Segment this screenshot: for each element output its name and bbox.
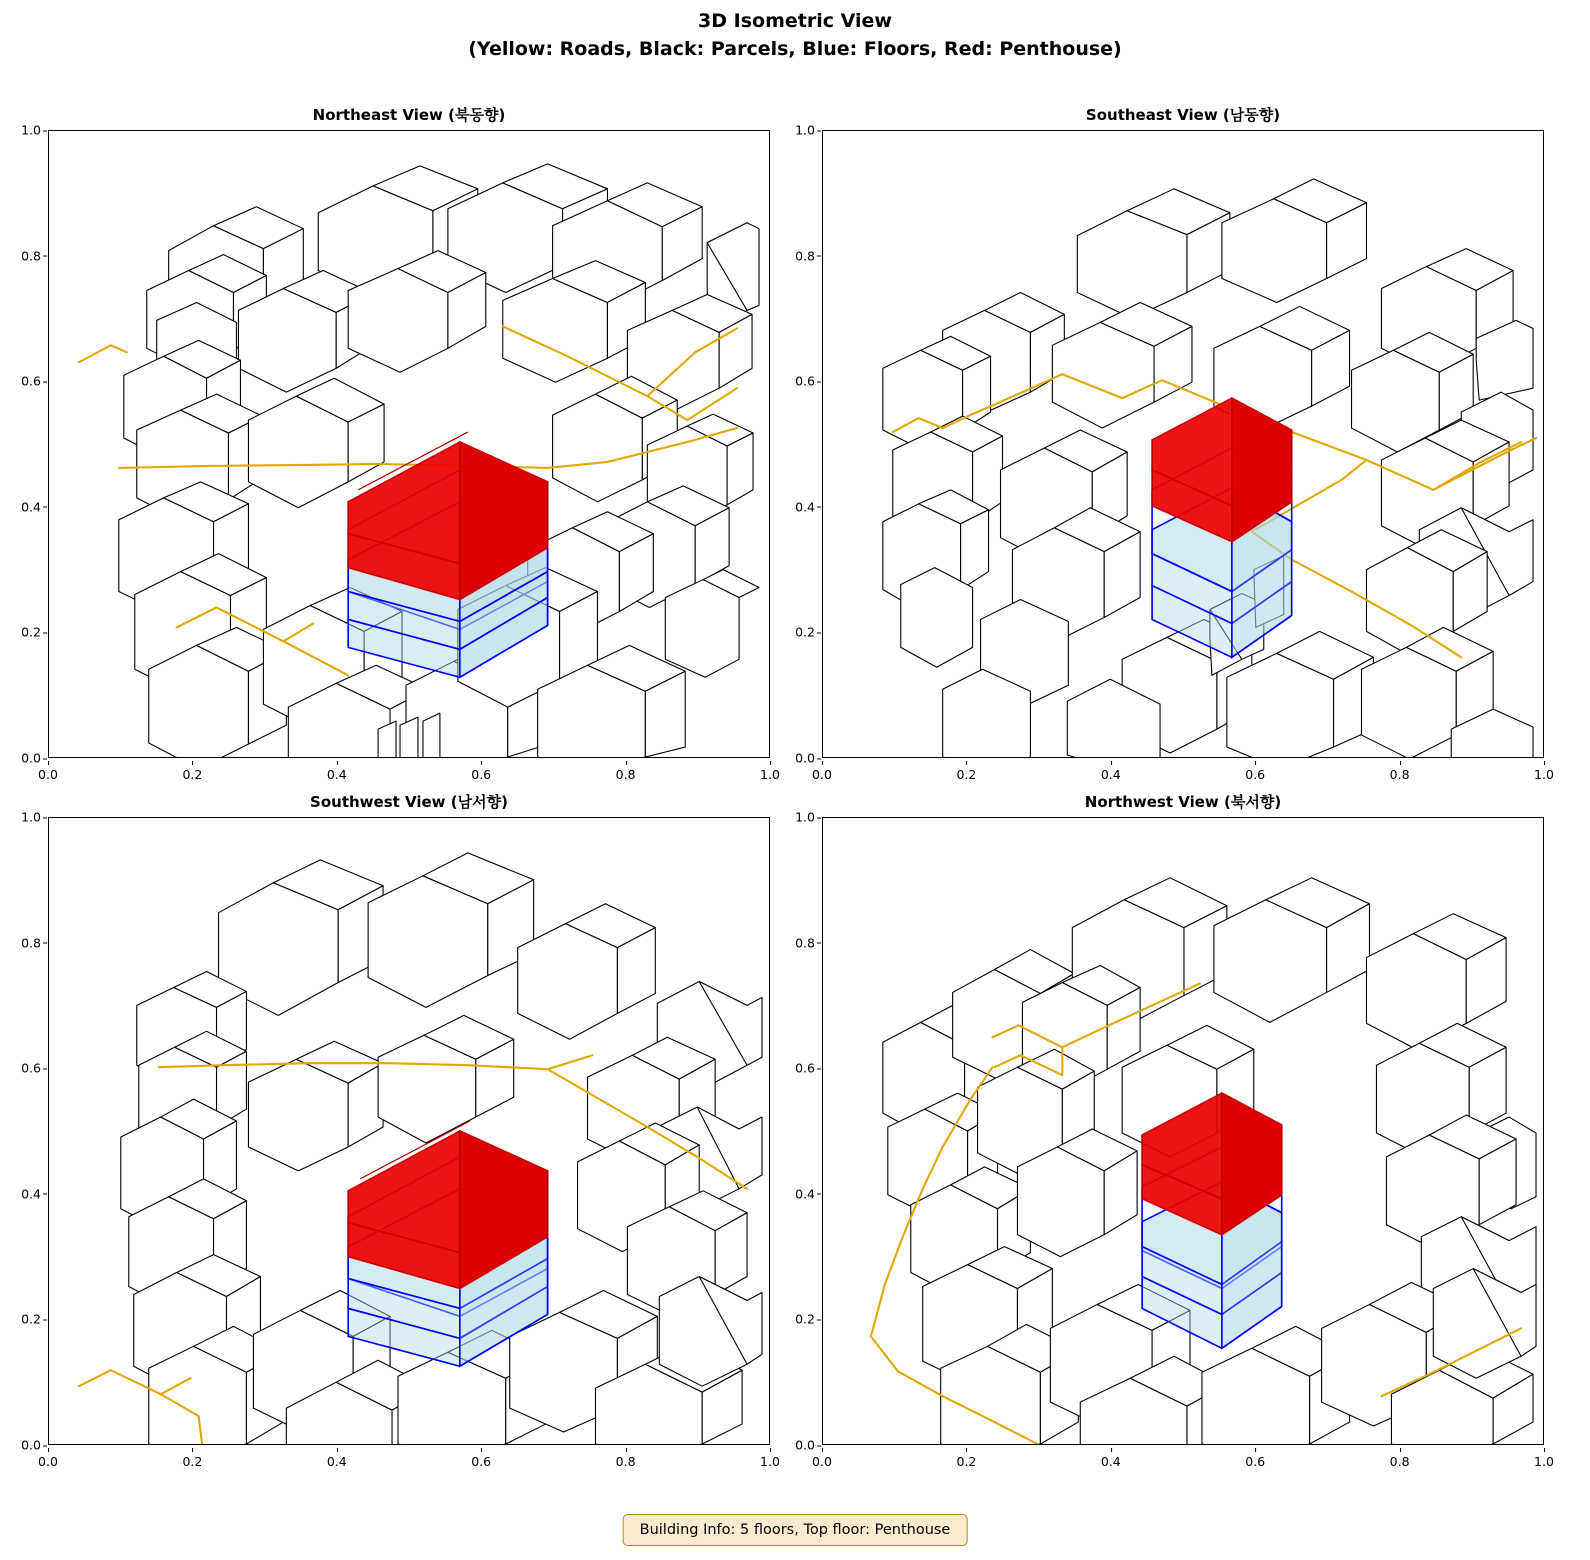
ytick-southeast-3: 0.6 <box>795 374 815 389</box>
xtick-northwest-3: 0.4 <box>1101 1454 1121 1469</box>
xtick-northwest-6: 1.0 <box>1534 1454 1554 1469</box>
panel-title-southeast: Southeast View (남동향) <box>1085 106 1281 124</box>
xtick-southwest-1: 0.0 <box>38 1454 58 1469</box>
ytick-northeast-3: 0.6 <box>21 374 41 389</box>
axes-northeast <box>48 130 770 758</box>
axes-southeast <box>822 130 1544 758</box>
ytick-northeast-4: 0.4 <box>21 499 41 514</box>
xtick-southeast-6: 1.0 <box>1534 767 1554 782</box>
ytick-southwest-5: 0.2 <box>21 1312 41 1327</box>
ytick-northeast-1: 1.0 <box>21 123 41 138</box>
building-info-badge: Building Info: 5 floors, Top floor: Penthouse <box>623 1514 968 1546</box>
xtick-southeast-1: 0.0 <box>812 767 832 782</box>
ytick-southwest-6: 0.0 <box>21 1438 41 1453</box>
scene-northwest <box>823 818 1543 1444</box>
ytick-southwest-1: 1.0 <box>21 810 41 825</box>
panel-northwest <box>795 793 1554 1469</box>
xtick-northwest-5: 0.8 <box>1390 1454 1410 1469</box>
xtick-southwest-2: 0.2 <box>182 1454 202 1469</box>
suptitle-line-1: 3D Isometric View <box>698 10 892 32</box>
axes-northwest <box>822 817 1544 1445</box>
panel-title-northwest: Northwest View (북서향) <box>1084 793 1282 811</box>
panel-northeast <box>21 106 780 782</box>
xtick-southeast-3: 0.4 <box>1101 767 1121 782</box>
ytick-southeast-6: 0.0 <box>795 751 815 766</box>
panel-southeast <box>795 106 1554 782</box>
panel-title-southwest: Southwest View (남서향) <box>310 793 508 811</box>
ytick-southwest-2: 0.8 <box>21 935 41 950</box>
xtick-southwest-5: 0.8 <box>616 1454 636 1469</box>
ytick-northeast-5: 0.2 <box>21 625 41 640</box>
xtick-northeast-2: 0.2 <box>182 767 202 782</box>
xtick-northeast-3: 0.4 <box>327 767 347 782</box>
ytick-northwest-1: 1.0 <box>795 810 815 825</box>
ytick-northwest-2: 0.8 <box>795 935 815 950</box>
figure-suptitle <box>0 8 1590 63</box>
scene-southeast <box>823 131 1543 757</box>
xtick-southwest-4: 0.6 <box>471 1454 491 1469</box>
xtick-southeast-2: 0.2 <box>956 767 976 782</box>
ytick-northwest-4: 0.4 <box>795 1186 815 1201</box>
ytick-northwest-5: 0.2 <box>795 1312 815 1327</box>
ytick-southeast-4: 0.4 <box>795 499 815 514</box>
scene-northeast <box>49 131 769 757</box>
xtick-northeast-4: 0.6 <box>471 767 491 782</box>
axes-southwest <box>48 817 770 1445</box>
ytick-northeast-6: 0.0 <box>21 751 41 766</box>
xtick-northwest-1: 0.0 <box>812 1454 832 1469</box>
xtick-southeast-5: 0.8 <box>1390 767 1410 782</box>
xtick-southwest-3: 0.4 <box>327 1454 347 1469</box>
suptitle-line-2: (Yellow: Roads, Black: Parcels, Blue: Floors, Red: Penthouse) <box>468 37 1122 60</box>
ytick-southwest-4: 0.4 <box>21 1186 41 1201</box>
xtick-southwest-6: 1.0 <box>760 1454 780 1469</box>
ytick-southeast-5: 0.2 <box>795 625 815 640</box>
ytick-northwest-6: 0.0 <box>795 1438 815 1453</box>
xtick-northeast-6: 1.0 <box>760 767 780 782</box>
panel-southwest <box>21 793 780 1469</box>
xtick-northeast-5: 0.8 <box>616 767 636 782</box>
ytick-northwest-3: 0.6 <box>795 1061 815 1076</box>
ytick-northeast-2: 0.8 <box>21 248 41 263</box>
ytick-southeast-1: 1.0 <box>795 123 815 138</box>
xtick-northeast-1: 0.0 <box>38 767 58 782</box>
xtick-southeast-4: 0.6 <box>1245 767 1265 782</box>
ytick-southeast-2: 0.8 <box>795 248 815 263</box>
scene-southwest <box>49 818 769 1444</box>
panel-title-northeast: Northeast View (북동향) <box>312 106 506 124</box>
xtick-northwest-2: 0.2 <box>956 1454 976 1469</box>
ytick-southwest-3: 0.6 <box>21 1061 41 1076</box>
xtick-northwest-4: 0.6 <box>1245 1454 1265 1469</box>
